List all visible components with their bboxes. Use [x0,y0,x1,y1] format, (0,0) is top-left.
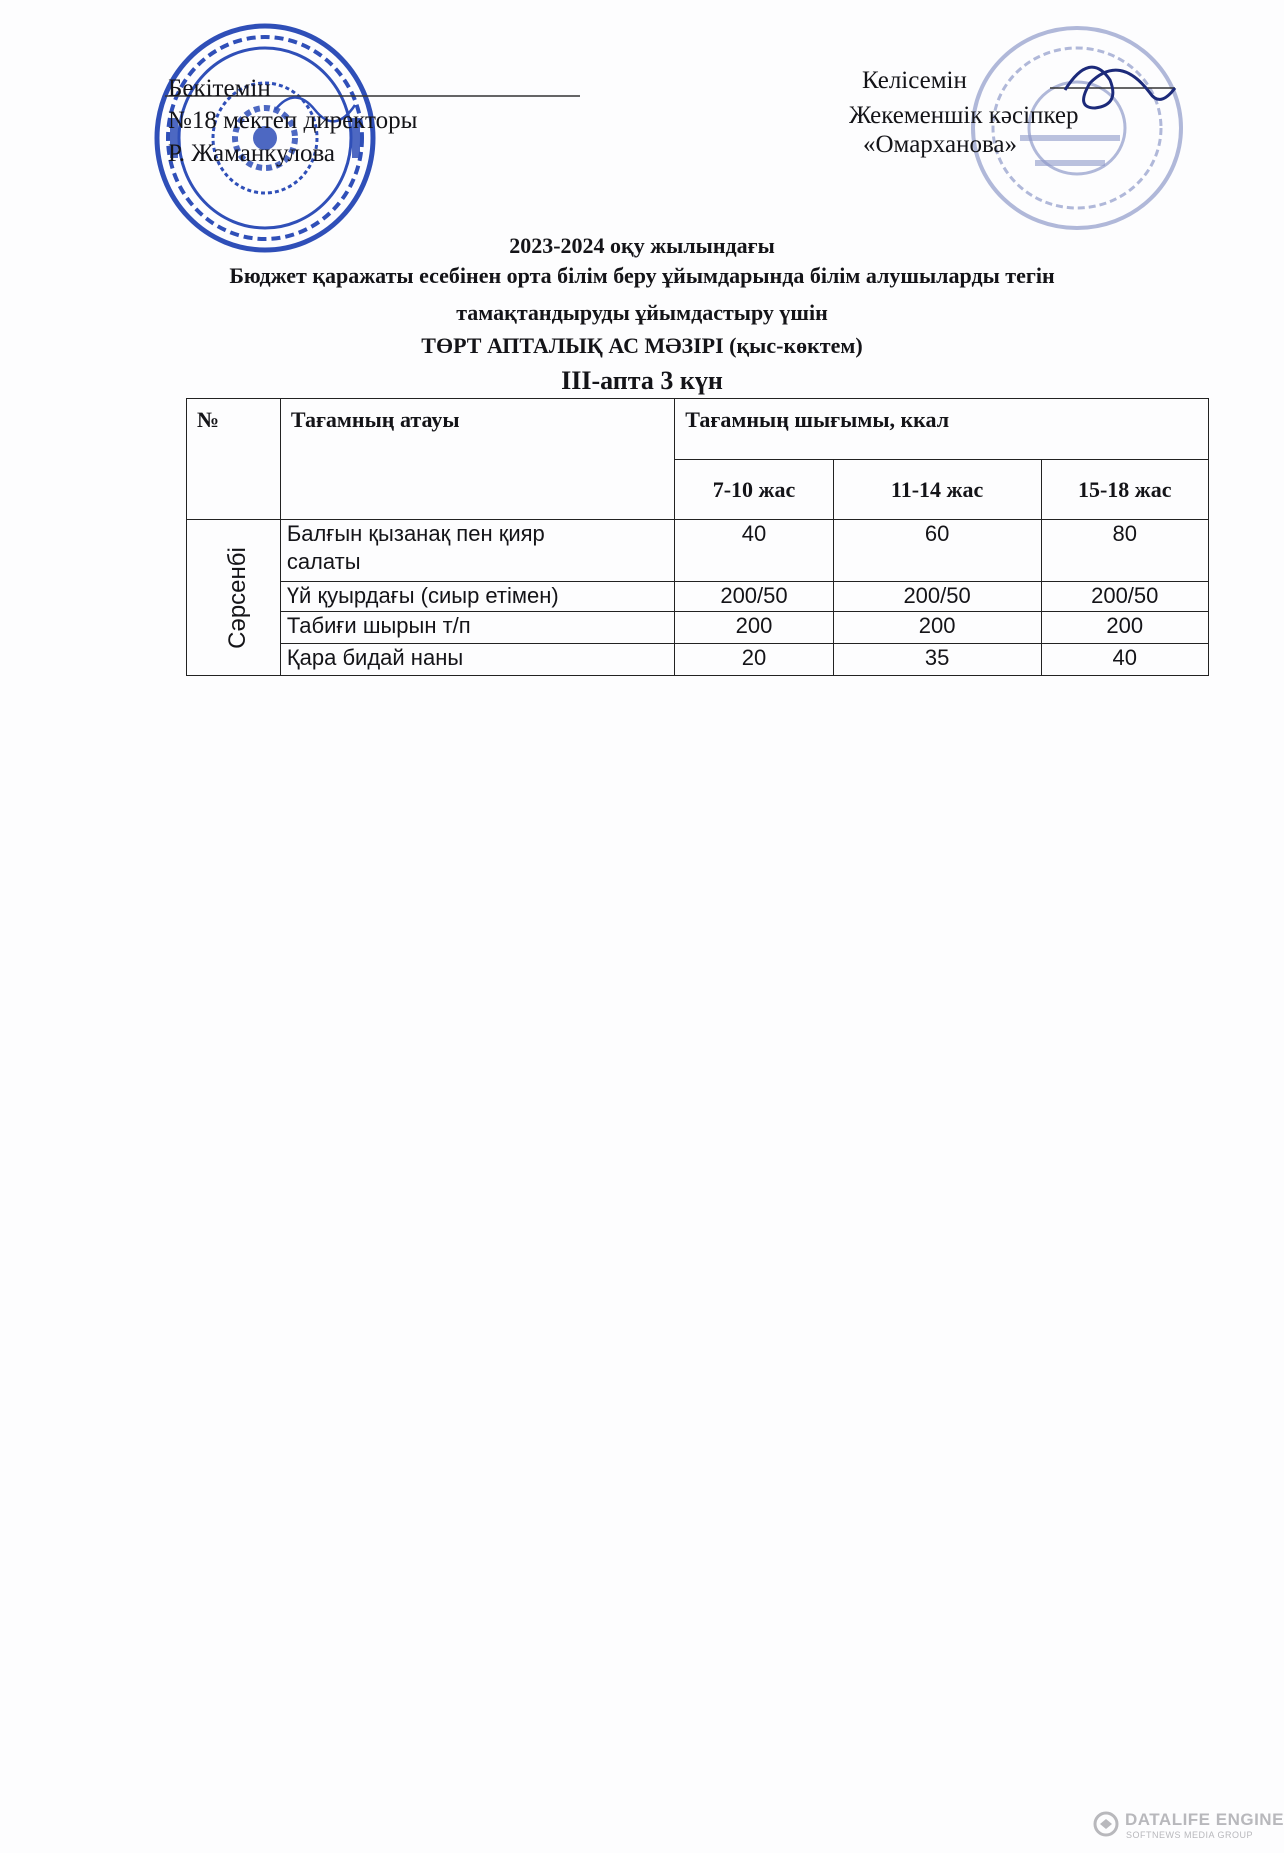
header-age-11-14: 11-14 жас [833,460,1041,520]
portion-11-14: 200/50 [833,582,1041,612]
approval-left-line3: Р. Жаманкулова [168,140,336,167]
title-organization: тамақтандыруды ұйымдастыру үшін [456,300,828,325]
datalife-logo-icon [1093,1811,1119,1837]
title-year: 2023-2024 оқу жылындағы [509,233,775,258]
table-row [187,582,1209,612]
header-output: Тағамның шығымы, ккал [675,399,1209,460]
dish-name: Балғын қызанақ пен қияр салаты [280,520,674,582]
approval-left-line2: №18 мектеп директоры [168,107,418,134]
portion-15-18: 200 [1041,612,1209,644]
title-menu: ТӨРТ АПТАЛЫҚ АС МӘЗІРІ (қыс-көктем) [421,333,863,358]
portion-7-10: 200 [675,612,833,644]
menu-table [186,398,1209,676]
header-number: № [187,399,281,520]
title-week-day: III-апта 3 күн [561,366,723,395]
day-cell [187,520,281,676]
header-age-15-18: 15-18 жас [1041,460,1209,520]
dish-name: Табиғи шырын т/п [280,612,674,644]
portion-11-14: 200 [833,612,1041,644]
dish-name: Үй қуырдағы (сиыр етімен) [280,582,674,612]
approval-right-line1: Келісемін [862,67,967,94]
portion-7-10: 20 [675,644,833,676]
header-age-7-10: 7-10 жас [675,460,833,520]
table-row [187,612,1209,644]
approval-right-line3: «Омарханова» [863,131,1018,158]
table-row [187,644,1209,676]
dish-name: Қара бидай наны [280,644,674,676]
title-budget: Бюджет қаражаты есебінен орта білім беру ұйымдарында білім алушыларды тегін [229,263,1055,288]
approval-left-line1: Бекітемін [168,75,271,102]
portion-7-10: 40 [675,520,833,582]
portion-11-14: 60 [833,520,1041,582]
approval-right-line2: Жекеменшік кәсіпкер [849,102,1079,129]
watermark-brand: DATALIFE ENGINE [1125,1810,1284,1829]
portion-15-18: 80 [1041,520,1209,582]
portion-15-18: 40 [1041,644,1209,676]
portion-15-18: 200/50 [1041,582,1209,612]
portion-11-14: 35 [833,644,1041,676]
watermark-sub: SOFTNEWS MEDIA GROUP [1126,1830,1254,1840]
day-label: Сәрсенбі [223,546,251,649]
table-row [187,520,1209,582]
header-dish-name: Тағамның атауы [280,399,674,520]
portion-7-10: 200/50 [675,582,833,612]
